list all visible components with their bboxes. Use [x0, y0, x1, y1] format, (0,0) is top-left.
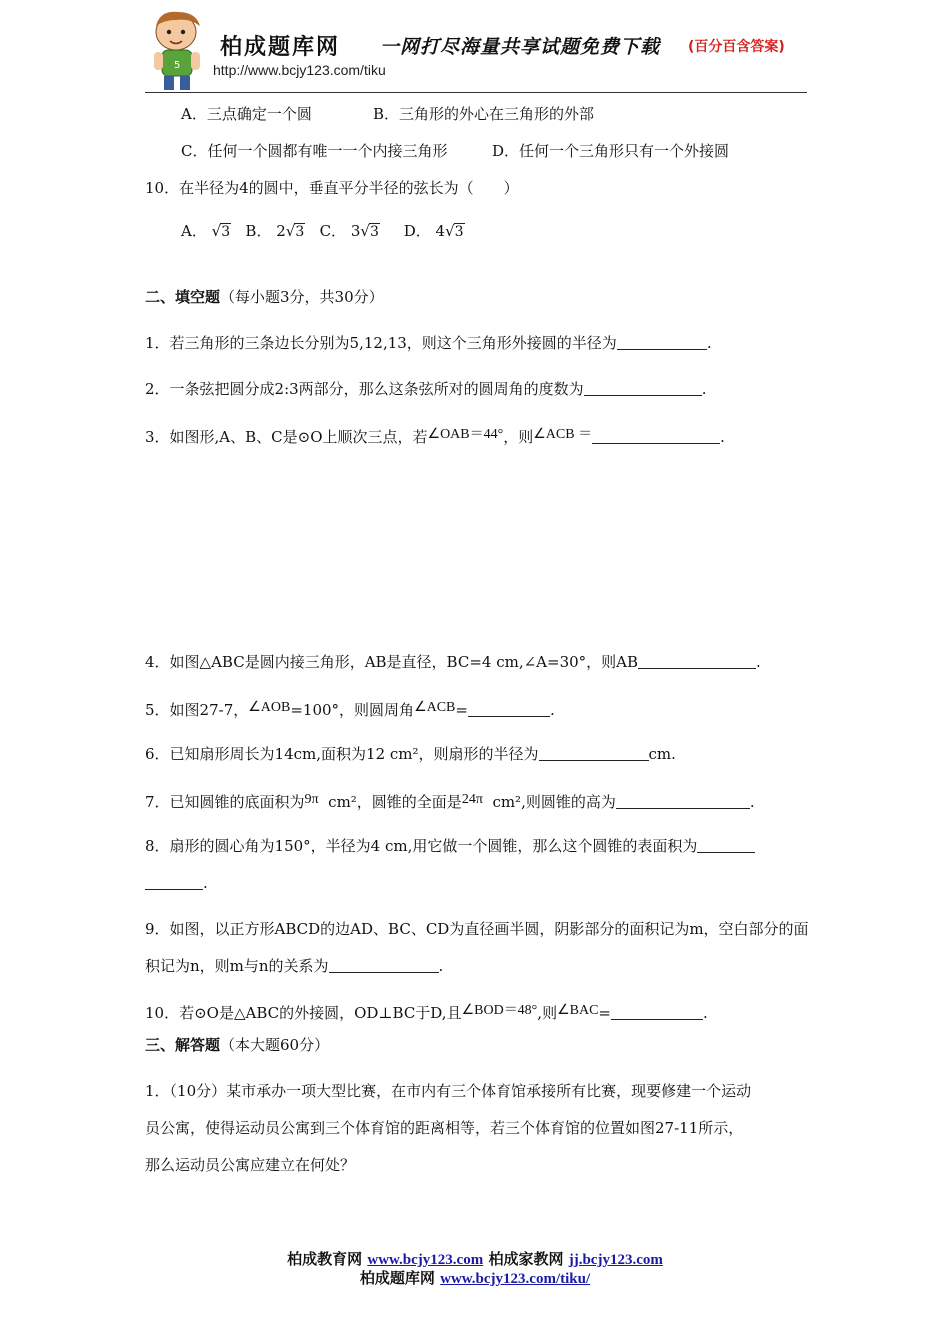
- q9-option-c: C．任何一个圆都有唯一一个内接三角形: [181, 142, 448, 160]
- s2-q4-end: .: [756, 653, 761, 671]
- header-url[interactable]: http://www.bcjy123.com/tiku: [213, 62, 386, 78]
- q10-a-label: A．: [181, 222, 207, 240]
- angle-bac-formula: ∠BAC: [557, 1003, 599, 1018]
- sqrt-c: √3: [360, 222, 379, 240]
- section2-title: 二、填空题: [145, 288, 221, 306]
- q9-option-b: B．三角形的外心在三角形的外部: [373, 105, 595, 123]
- section2-heading: [145, 287, 384, 307]
- q10-c-label: C．: [319, 222, 347, 240]
- s2-q10-mid: ,则: [537, 1004, 558, 1022]
- answer-blank[interactable]: [638, 654, 756, 669]
- s2-q4-text: 4．如图△ABC是圆内接三角形，AB是直径，BC=4 cm,∠A=30°，则AB: [145, 653, 639, 671]
- q10-b-coef: 2: [276, 222, 286, 240]
- s2-q5-text: 5．如图27-7，: [145, 701, 249, 719]
- s2-q5: [145, 698, 555, 720]
- s2-q2: [145, 379, 706, 399]
- answer-blank[interactable]: [611, 1005, 703, 1020]
- s3-q1-line1: 1．（10分）某市承办一项大型比赛，在市内有三个体育馆承接所有比赛，现要修建一个运动: [145, 1082, 752, 1100]
- header-divider: [145, 92, 807, 93]
- radicand-b: 3: [295, 224, 305, 240]
- footer-tiku-label: 柏成题库网: [359, 1269, 435, 1287]
- s2-q3: [145, 425, 725, 447]
- q10-d-label: D．: [403, 222, 431, 240]
- q9-option-d: D．任何一个三角形只有一个外接圆: [492, 142, 730, 160]
- answer-blank[interactable]: [617, 335, 707, 350]
- s2-q5-end: .: [549, 701, 555, 719]
- section3-title: 三、解答题: [145, 1036, 221, 1054]
- s2-q9-line1: 9．如图，以正方形ABCD的边AD、BC、CD为直径画半圆，阴影部分的面积记为m，空白部分的面: [145, 920, 809, 938]
- s2-q2-text: 2．一条弦把圆分成2:3两部分，那么这条弦所对的圆周角的度数为: [145, 380, 584, 398]
- s2-q8: [145, 836, 755, 856]
- site-title: 柏成题库网: [220, 34, 341, 60]
- s2-q10-end: .: [703, 1004, 708, 1022]
- s2-q10-text: 10．若⊙O是△ABC的外接圆，OD⊥BC于D,且: [145, 1004, 462, 1022]
- q10-options: [181, 221, 465, 241]
- svg-text:5: 5: [174, 60, 181, 71]
- s2-q7-text: 7．已知圆锥的底面积为: [145, 793, 305, 811]
- s2-q8-text: 8．扇形的圆心角为150°，半径为4 cm,用它做一个圆锥，那么这个圆锥的表面积为: [145, 837, 698, 855]
- s2-q7: [145, 790, 755, 812]
- s2-q7-mid2: cm²,则圆锥的高为: [492, 793, 616, 811]
- answer-blank[interactable]: [584, 381, 702, 396]
- answer-badge: (百分百含答案): [688, 39, 785, 55]
- s2-q6: [145, 744, 676, 764]
- answer-blank[interactable]: [616, 794, 750, 809]
- s2-q2-end: .: [701, 380, 707, 398]
- footer-edu-link[interactable]: www.bcjy123.com: [367, 1252, 484, 1268]
- angle-aob-formula: ∠AOB: [248, 700, 291, 715]
- s3-q1-line3: 那么运动员公寓应建立在何处？: [145, 1156, 356, 1174]
- sqrt-d: √3: [445, 222, 464, 240]
- q10-d-coef: 4: [435, 222, 446, 240]
- section3-note: （本大题60分）: [220, 1036, 330, 1054]
- footer-tiku-link[interactable]: www.bcjy123.com/tiku/: [440, 1271, 591, 1287]
- mascot-logo: [146, 8, 210, 92]
- s2-q7-end: .: [749, 793, 755, 811]
- s2-q7-mid: cm²，圆锥的全面是: [328, 793, 462, 811]
- q10-b-label: B．: [245, 222, 272, 240]
- answer-blank[interactable]: [539, 746, 649, 761]
- s2-q4: [145, 652, 761, 672]
- answer-blank[interactable]: [145, 875, 203, 890]
- s2-q10-eq: =: [598, 1004, 611, 1022]
- s2-q9-text: 积记为n，则m与n的关系为: [145, 957, 329, 975]
- s2-q3-text: 3．如图形,A、B、C是⊙O上顺次三点，若: [145, 428, 428, 446]
- answer-blank[interactable]: [697, 838, 755, 853]
- s2-q6-text: 6．已知扇形周长为14cm,面积为12 cm²，则扇形的半径为: [145, 745, 539, 763]
- s2-q5-eq: =: [455, 701, 468, 719]
- s2-q1-text: 1．若三角形的三条边长分别为5,12,13，则这个三角形外接圆的半径为: [145, 334, 617, 352]
- s2-q3-end: .: [720, 428, 725, 446]
- s2-q8-end: .: [203, 874, 208, 892]
- s2-q5-mid: =100°，则圆周角: [290, 701, 415, 719]
- s2-q10: [145, 1001, 708, 1023]
- section3-heading: [145, 1035, 329, 1055]
- footer-line2: [0, 1269, 950, 1289]
- answer-blank[interactable]: [592, 429, 720, 444]
- angle-acb-formula: ∠ACB ＝: [533, 427, 593, 442]
- sqrt-a: √3: [211, 222, 231, 240]
- s2-q3-mid: ，则: [503, 428, 534, 446]
- section2-note: （每小题3分，共30分）: [220, 288, 384, 306]
- footer-line1: [0, 1250, 950, 1270]
- s2-q9-end: .: [438, 957, 444, 975]
- radicand-d: 3: [454, 224, 464, 240]
- sqrt-b: √3: [285, 222, 305, 240]
- radicand-c: 3: [369, 224, 379, 240]
- answer-blank[interactable]: [468, 702, 550, 717]
- footer-tutor-label: 柏成家教网: [488, 1250, 564, 1268]
- s3-q1-line2: 员公寓，使得运动员公寓到三个体育馆的距离相等，若三个体育馆的位置如图27-11所示，: [145, 1119, 744, 1137]
- s2-q6-end: cm.: [648, 745, 676, 763]
- angle-bod-formula: ∠BOD＝48°: [461, 1003, 538, 1018]
- s2-q1: [145, 333, 712, 353]
- s2-q8-cont: [145, 873, 208, 893]
- footer-edu-label: 柏成教育网: [287, 1250, 363, 1268]
- q9-option-a: A．三点确定一个圆: [181, 105, 312, 123]
- angle-oab-formula: ∠OAB＝44°: [427, 427, 504, 442]
- radicand-a: 3: [221, 224, 231, 240]
- answer-blank[interactable]: [329, 958, 439, 973]
- angle-acb-formula: ∠ACB: [414, 700, 456, 715]
- base-area-formula: 9π: [304, 792, 319, 807]
- q10-c-coef: 3: [350, 222, 361, 240]
- s2-q9: [145, 956, 443, 976]
- site-slogan: 一网打尽海量共享试题免费下载: [380, 36, 661, 58]
- total-area-formula: 24π: [461, 792, 483, 807]
- s2-q1-end: .: [706, 334, 712, 352]
- q10-stem: 10．在半径为4的圆中，垂直平分半径的弦长为（ ）: [145, 179, 519, 197]
- footer-tutor-link[interactable]: jj.bcjy123.com: [568, 1252, 663, 1268]
